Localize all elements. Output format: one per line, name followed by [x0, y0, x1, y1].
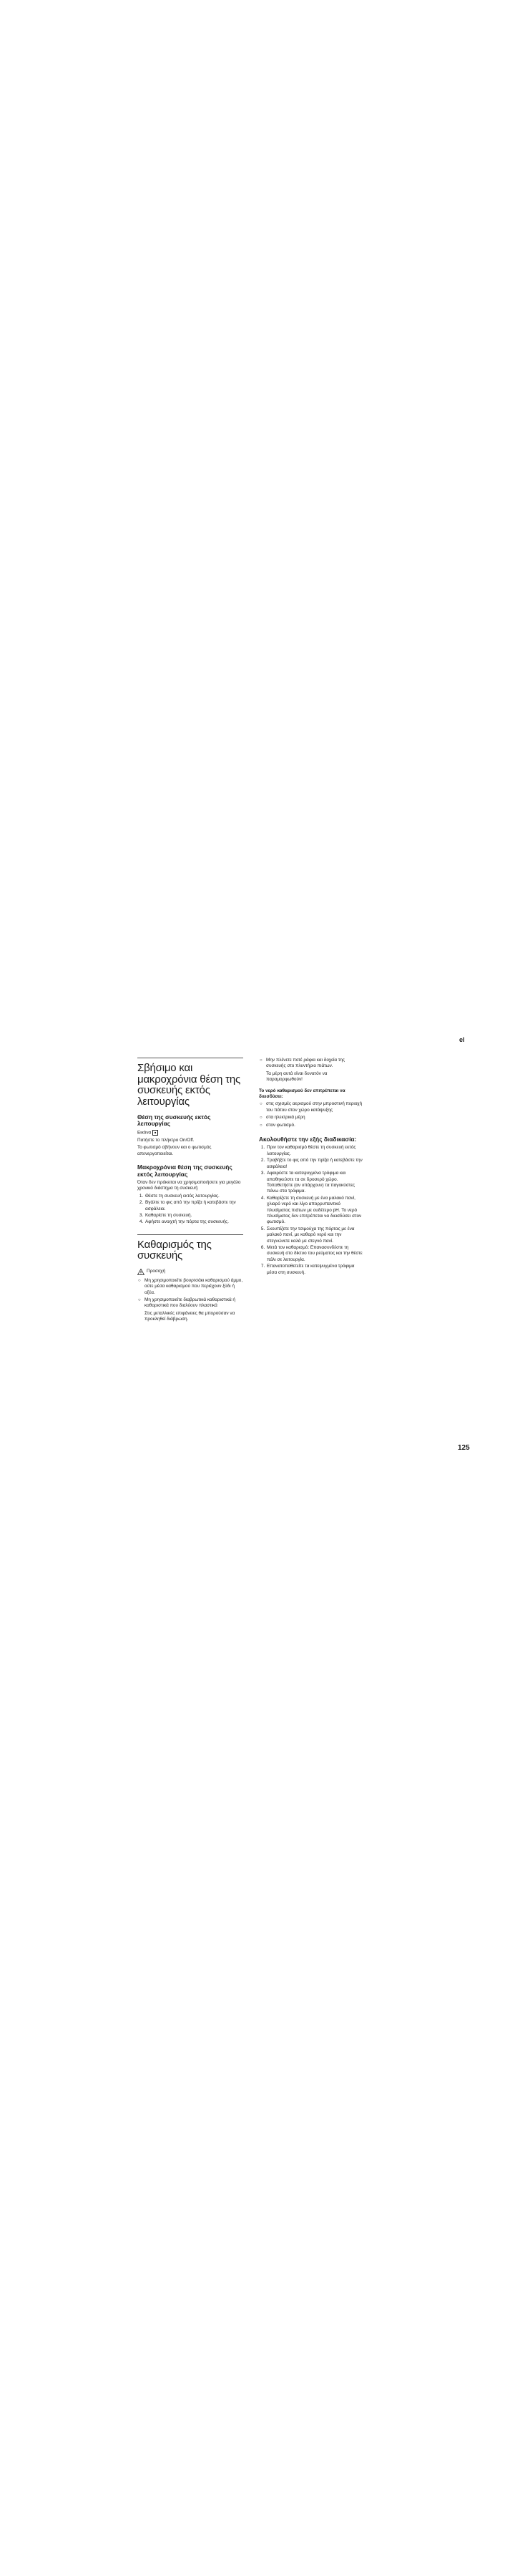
long-off-heading: Μακροχρόνια θέση της συσκευής εκτός λειτουργίας [137, 1163, 232, 1178]
bullet-icon: ○ [260, 1116, 263, 1121]
section-title-cleaning: Καθαρισμός της συσκευής [137, 1238, 212, 1262]
figure-icon: ■ [152, 1130, 158, 1136]
list-item: ○ στις σχισμές αερισμού στην μπροστινή περιοχή του πάτου στον χώρο κατάψυξης [260, 1101, 363, 1113]
section-rule [137, 1234, 243, 1235]
caution-label: Προσοχή [147, 1269, 166, 1274]
bullet-icon: ○ [138, 1278, 141, 1283]
list-item: 3. Αφαιρέστε τα κατεψυγμένα τρόφιμα και αποθηκεύστε τα σε δροσερό χώρο. Τοποθετήστε (αν υπάρχουν) τα παγοκύστες πάνω στα τρόφιμα. [266, 1171, 365, 1195]
bullet-icon: ○ [138, 1298, 141, 1302]
list-item: 1. Πριν τον καθαρισμό θέστε τη συσκευή εκτός λειτουργίας. [266, 1145, 365, 1157]
water-list [259, 1101, 365, 1128]
list-item: 5. Σκουπίζετε την τσιμούχα της πόρτας με ένα μαλακό πανί, με καθαρό νερό και την στεγνώνετε καλά με στεγνό πανί. [266, 1226, 365, 1244]
warning-triangle-icon [137, 1269, 144, 1275]
bullet-icon: ○ [260, 1102, 263, 1107]
page-number: 125 [458, 1444, 470, 1452]
procedure-heading: Ακολουθήστε την εξής διαδικασία: [259, 1136, 357, 1143]
section-title-switch-off: Σβήσιμο και μακροχρόνια θέση της συσκευής εκτός λειτουργίας [137, 1062, 241, 1108]
right-column [259, 1058, 365, 1279]
caution-list [137, 1278, 243, 1323]
switch-off-figure-ref: Εικόνα ■ [137, 1130, 243, 1136]
list-item: ○ στον φωτισμό. [260, 1122, 295, 1128]
switch-off-heading: Θέση της συσκευής εκτός λειτουργίας [137, 1113, 211, 1128]
long-off-intro: Όταν δεν πρόκειται να χρησιμοποιήσετε για μεγάλο χρονικό διάστημα τη συσκευή: [137, 1179, 241, 1191]
list-item: 3. Καθαρίστε τη συσκευή. [144, 1213, 243, 1219]
list-item: ○ Μη χρησιμοποιείτε βουρτσάκι καθαρισμού άμμο, ούτε μέσα καθαρισμού που περιέχουν ξύδι ή οξέα. [138, 1277, 243, 1295]
list-item: ○ Μη χρησιμοποιείτε διαβρωτικά καθαριστικά ή καθαριστικά που διαλύουν πλαστικά Στις μεταλλικές επιφάνειες θα μπορούσαν να προκληθεί διάβρωση. [138, 1297, 235, 1322]
water-intro: Το νερό καθαρισμού δεν επιτρέπεται να διεισδύσει: [259, 1088, 345, 1100]
caution-notice [137, 1269, 243, 1275]
list-item: 2. Τραβήξτε το φις από την πρίζα ή κατεβάστε την ασφάλεια! [266, 1158, 365, 1170]
procedure-steps [259, 1145, 365, 1276]
switch-off-instruction: Πατήστε το πλήκτρο On/Off. [137, 1137, 195, 1143]
left-column [137, 1058, 243, 1325]
long-off-steps [137, 1194, 243, 1226]
list-item: 7. Επανατοποθετείτε τα κατεψυγμένα τρόφιμα μέσα στη συσκευή. [266, 1264, 365, 1276]
list-item: 2. Βγάλτε το φις από την πρίζα ή κατεβάστε την ασφάλεια. [144, 1200, 243, 1212]
list-item: 4. Αφήστε ανοιχτή την πόρτα της συσκευής. [144, 1219, 243, 1225]
bullet-icon: ○ [260, 1058, 263, 1063]
list-item: ○ στα ηλεκτρικά μέρη [260, 1115, 305, 1121]
dishwasher-warning-list [259, 1058, 365, 1083]
list-item: 1. Θέστε τη συσκευή εκτός λειτουργίας. [144, 1194, 243, 1199]
list-item: ○ Μην πλένετε ποτέ ράφια και δοχεία της συσκευής στο πλυντήριο πιάτων. Τα μέρη αυτά είναι δυνατόν να παραμορφωθούν! [260, 1058, 345, 1083]
switch-off-result: Το φωτισμό σβήνουν και ο φωτισμός απενεργοποιείται. [137, 1145, 212, 1156]
language-tag: el [459, 1036, 465, 1043]
list-item: 4. Καθαρίζετε τη συσκευή με ένα μαλακό πανί, χλιαρό νερό και λίγο απορρυπαντικό πλυσίματος πιάτων με ουδέτερο pH. Το νερό πλυσίματος δεν επιτρέπεται να διεισδύσει στον φωτισμό. [266, 1196, 365, 1226]
bullet-icon: ○ [260, 1123, 263, 1128]
list-item: 6. Μετά τον καθαρισμό: Επανασυνδέστε τη συσκευή στο δίκτυο του ρεύματος και την θέστε πάλι σε λειτουργία. [266, 1245, 365, 1263]
